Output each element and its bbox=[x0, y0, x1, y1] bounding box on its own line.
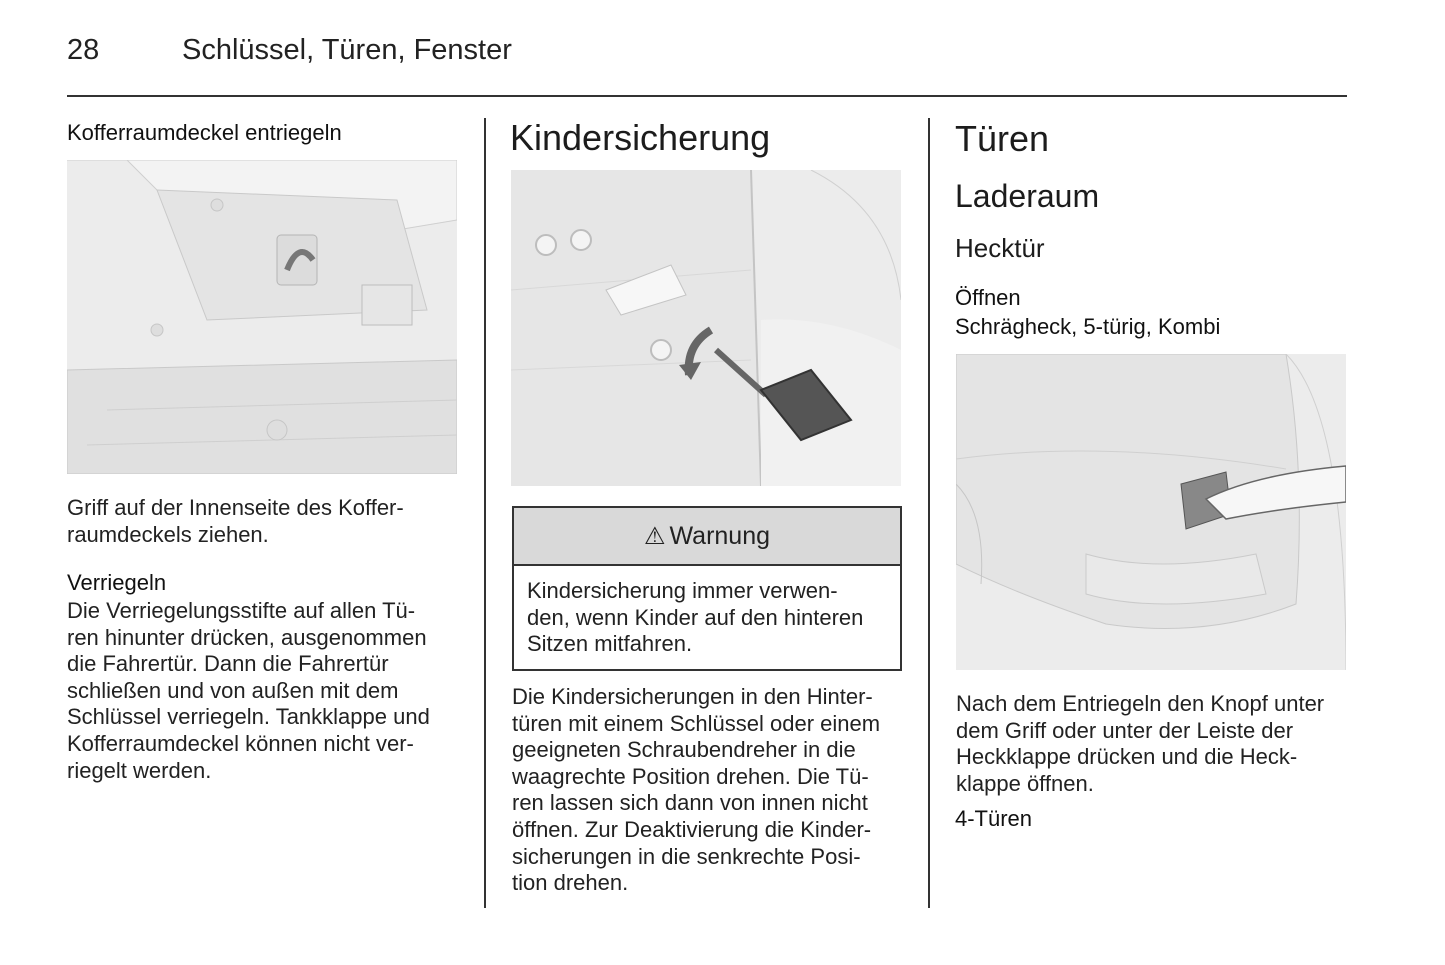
child-lock-heading: Kindersicherung bbox=[510, 117, 771, 158]
column-divider-2 bbox=[928, 118, 930, 908]
four-door-subheading: 4-Türen bbox=[955, 806, 1033, 831]
text-line: tion drehen. bbox=[512, 870, 629, 896]
text-line: Kofferraumdeckel können nicht ver- bbox=[67, 730, 414, 756]
opening-subheading: Öffnen bbox=[955, 285, 1021, 310]
text-line: geeigneten Schraubendreher in die bbox=[512, 737, 856, 763]
trunk-release-text bbox=[67, 495, 404, 548]
child-lock-figure bbox=[511, 170, 901, 486]
text-line: riegelt werden. bbox=[67, 757, 212, 783]
locking-subheading: Verriegeln bbox=[67, 570, 167, 595]
tailgate-figure bbox=[956, 354, 1346, 670]
text-line: türen mit einem Schlüssel oder einem bbox=[512, 710, 881, 736]
text-line: Schlüssel verriegeln. Tankklappe und bbox=[67, 704, 430, 730]
text-line: dem Griff oder unter der Leiste der bbox=[956, 717, 1294, 743]
text-line: Die Kindersicherungen in den Hinter- bbox=[512, 684, 873, 709]
text-line: öffnen. Zur Deaktivierung die Kinder- bbox=[512, 816, 872, 842]
trunk-lid-illustration bbox=[67, 160, 457, 474]
text-line: Griff auf der Innenseite des Koffer- bbox=[67, 495, 404, 520]
warning-text bbox=[514, 566, 900, 658]
page-number: 28 bbox=[67, 34, 100, 66]
tailgate-text bbox=[956, 691, 1324, 797]
column-divider-1 bbox=[484, 118, 486, 908]
tailgate-illustration bbox=[956, 354, 1346, 670]
text-line: Heckklappe drücken und die Heck- bbox=[956, 744, 1298, 770]
chapter-title: Schlüssel, Türen, Fenster bbox=[182, 34, 512, 66]
text-line: schließen und von außen mit dem bbox=[67, 677, 399, 703]
text-line: die Fahrertür. Dann die Fahrertür bbox=[67, 651, 389, 677]
text-line: raumdeckels ziehen. bbox=[67, 521, 269, 547]
text-line: den, wenn Kinder auf den hinteren bbox=[527, 604, 864, 630]
warning-triangle-icon: ⚠ bbox=[643, 522, 666, 550]
text-line: waagrechte Position drehen. Die Tü- bbox=[512, 763, 869, 789]
body-variant-subheading: Schrägheck, 5-türig, Kombi bbox=[955, 314, 1221, 339]
text-line: klappe öffnen. bbox=[956, 770, 1094, 796]
doors-heading: Türen bbox=[955, 118, 1050, 159]
warning-box bbox=[512, 506, 902, 671]
cargo-heading: Laderaum bbox=[955, 178, 1100, 214]
warning-header bbox=[514, 508, 900, 566]
child-lock-illustration bbox=[511, 170, 901, 486]
locking-text bbox=[67, 598, 430, 784]
text-line: ren hinunter drücken, ausgenommen bbox=[67, 624, 427, 650]
text-line: Die Verriegelungsstifte auf allen Tü- bbox=[67, 598, 416, 623]
trunk-release-subheading: Kofferraumdeckel entriegeln bbox=[67, 120, 342, 145]
text-line: ren lassen sich dann von innen nicht bbox=[512, 790, 868, 816]
text-line: Kindersicherung immer verwen- bbox=[527, 578, 838, 603]
warning-title: Warnung bbox=[669, 521, 771, 550]
tailgate-heading: Hecktür bbox=[955, 233, 1045, 263]
header-rule bbox=[67, 95, 1347, 97]
text-line: Nach dem Entriegeln den Knopf unter bbox=[956, 691, 1325, 716]
child-lock-text bbox=[512, 684, 880, 897]
text-line: Sitzen mitfahren. bbox=[527, 631, 693, 657]
text-line: sicherungen in die senkrechte Posi- bbox=[512, 843, 861, 869]
trunk-lid-figure bbox=[67, 160, 457, 474]
